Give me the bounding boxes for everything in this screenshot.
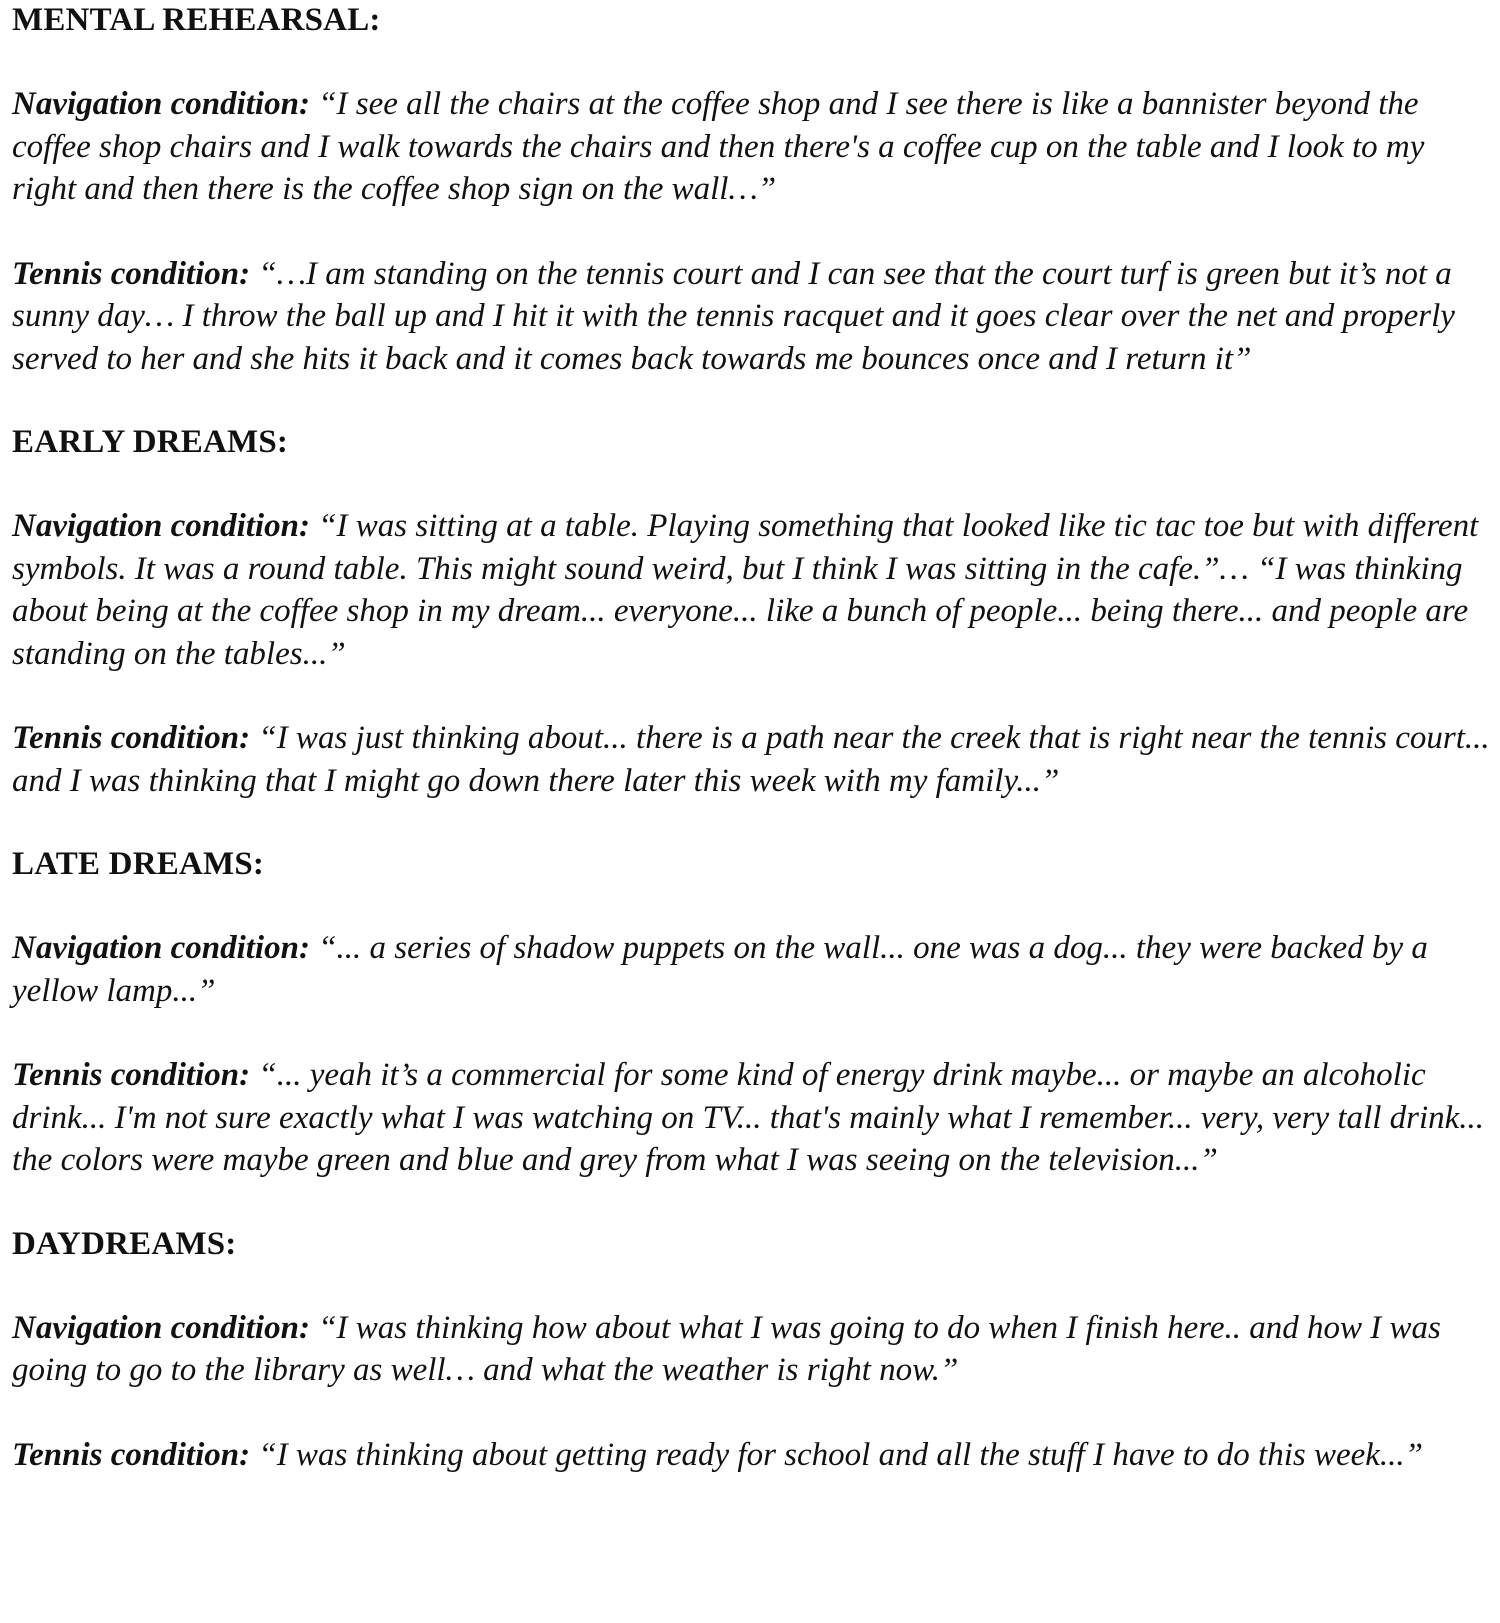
condition-label: Tennis condition: [12, 720, 251, 756]
section-daydreams [12, 1224, 1490, 1477]
condition-label: Navigation condition: [12, 930, 310, 966]
section-mental-rehearsal [12, 0, 1490, 380]
condition-label: Tennis condition: [12, 1436, 251, 1473]
section-early-dreams [12, 422, 1490, 802]
excerpt-tennis [12, 253, 1490, 381]
condition-label: Navigation condition: [12, 1309, 310, 1346]
section-late-dreams [12, 844, 1490, 1182]
quote-text: “I was thinking about getting ready for school and all the stuff I have to do this week...” [258, 1436, 1424, 1473]
quote-text: “I was just thinking about... there is a path near the creek that is right near the tennis court... and I was thinking that I might go down there later this week with my family...” [12, 720, 1490, 799]
excerpt-navigation [12, 505, 1490, 675]
section-heading: LATE DREAMS: [12, 846, 265, 882]
document-page [12, 0, 1490, 1476]
quote-text: “I see all the chairs at the coffee shop and I see there is like a bannister beyond the coffee shop chairs and I walk towards the chairs and then there's a coffee cup on the table and I look to my right and then there is the coffee shop sign on the wall…” [12, 86, 1425, 207]
quote-text: “... a series of shadow puppets on the wall... one was a dog... they were backed by a yellow lamp...” [12, 930, 1428, 1009]
section-heading: DAYDREAMS: [12, 1225, 237, 1262]
excerpt-navigation [12, 1307, 1490, 1392]
quote-text: “... yeah it’s a commercial for some kind of energy drink maybe... or maybe an alcoholic drink... I'm not sure exactly what I was watching on TV... that's mainly what I remember... very, very tall drink... the colors were maybe green and blue and grey from what I was seeing on the television...” [12, 1057, 1485, 1178]
section-heading: MENTAL REHEARSAL: [12, 2, 381, 38]
excerpt-tennis [12, 1054, 1490, 1182]
quote-text: “I was sitting at a table. Playing something that looked like tic tac toe but with different symbols. It was a round table. This might sound weird, but I think I was sitting in the cafe.”… “I was thinking about being at the coffee shop in my dream... everyone... like a bunch of people... being there... and people are standing on the tables...” [12, 508, 1479, 672]
excerpt-tennis [12, 1434, 1490, 1477]
quote-text: “…I am standing on the tennis court and I can see that the court turf is green but it’s not a sunny day… I throw the ball up and I hit it with the tennis racquet and it goes clear over the net and properly served to her and she hits it back and it comes back towards me bounces once and I return it” [12, 255, 1455, 377]
condition-label: Tennis condition: [12, 255, 251, 292]
excerpt-navigation [12, 927, 1490, 1012]
excerpt-navigation [12, 83, 1490, 211]
excerpt-tennis [12, 717, 1490, 802]
condition-label: Tennis condition: [12, 1057, 251, 1093]
quote-text: “I was thinking how about what I was going to do when I finish here.. and how I was going to go to the library as well… and what the weather is right now.” [12, 1309, 1441, 1388]
condition-label: Navigation condition: [12, 508, 310, 544]
section-heading: EARLY DREAMS: [12, 424, 289, 460]
condition-label: Navigation condition: [12, 86, 310, 122]
